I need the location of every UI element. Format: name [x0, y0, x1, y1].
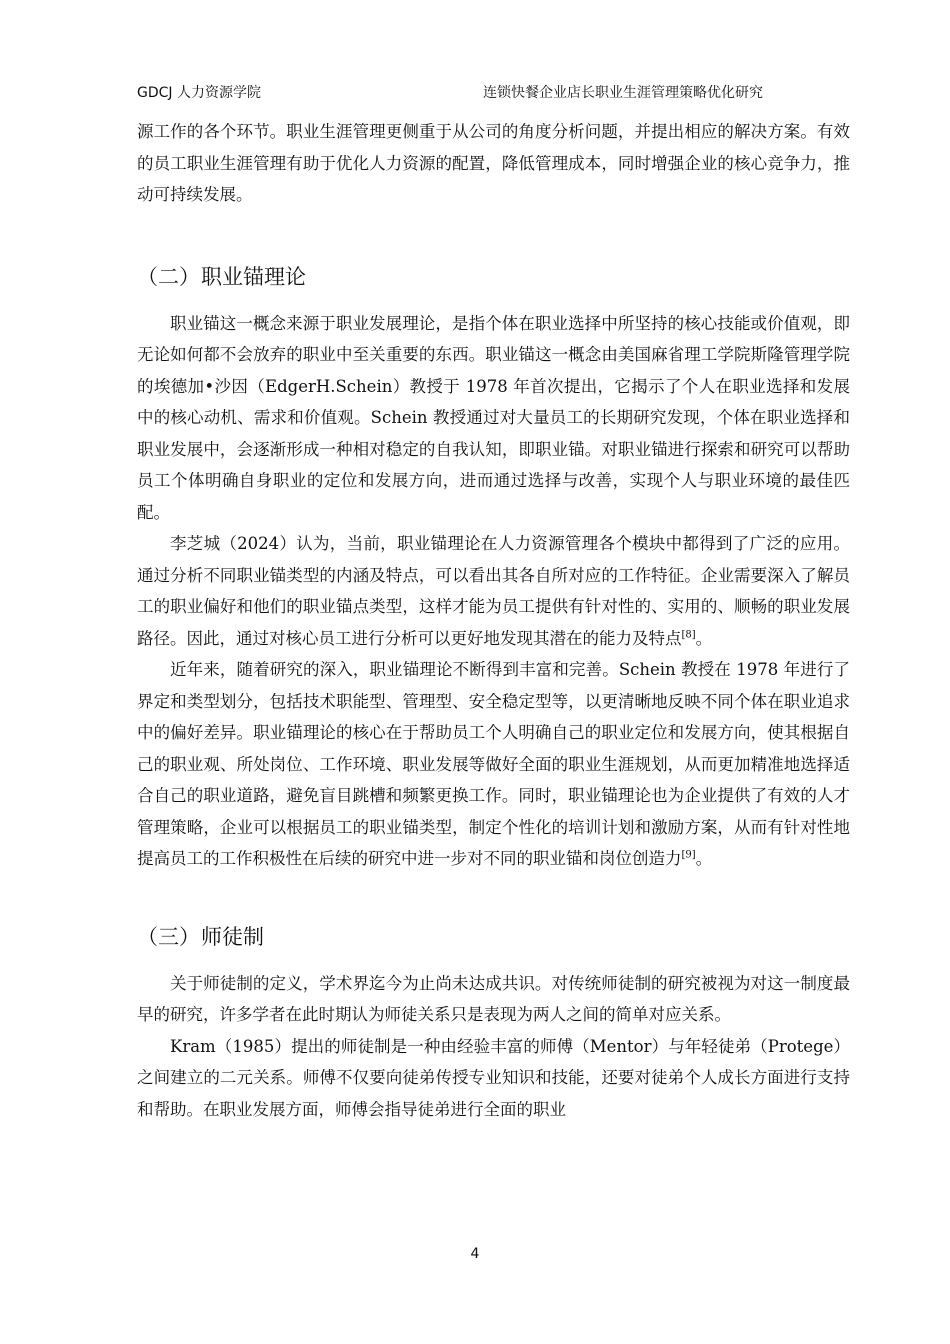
section-title: 职业锚理论 — [201, 264, 306, 289]
paragraph-end: 。 — [695, 628, 713, 648]
page-number: 4 — [470, 1246, 480, 1262]
section-number: （三） — [137, 924, 200, 949]
citation-ref: [8] — [681, 629, 696, 640]
paragraph: 关于师徒制的定义，学术界迄今为止尚未达成共识。对传统师徒制的研究被视为对这一制度最早的研究，许多学者在此时期认为师徒关系只是表现为两人之间的简单对应关系。 — [137, 973, 850, 1024]
paragraph: 职业锚这一概念来源于职业发展理论，是指个体在职业选择中所坚持的核心技能或价值观，即无论如何都不会放弃的职业中至关重要的东西。职业锚这一概念由美国麻省理工学院斯隆管理学院的埃德加•沙因（EdgerH.Schein）教授于 1978 年首次提出，它揭示了个人在职业选择和发展中的核心动机、需求和价值观。Schein 教授通过对大量员工的长期研究发现，个体在职业选择和职业发展中，会逐渐形成一种相对稳定的自我认知，即职业锚。对职业锚进行探索和研究可以帮助员工个体明确自身职业的定位和发展方向，进而通过选择与改善，实现个人与职业环境的最佳匹配。 — [137, 313, 850, 522]
section-title: 师徒制 — [201, 924, 264, 949]
paragraph: Kram（1985）提出的师徒制是一种由经验丰富的师傅（Mentor）与年轻徒弟（Protege）之间建立的二元关系。师傅不仅要向徒弟传授专业知识和技能，还要对徒弟个人成长方面进行支持和帮助。在职业发展方面，师傅会指导徒弟进行全面的职业 — [137, 1036, 850, 1119]
page-body — [137, 116, 850, 1125]
citation-ref: [9] — [681, 849, 696, 861]
running-header-title: 连锁快餐企业店长职业生涯管理策略优化研究 — [483, 85, 763, 101]
paragraph — [137, 654, 850, 875]
paragraph — [137, 528, 850, 654]
paragraph-end: 。 — [695, 849, 713, 868]
paragraph-text: 李芝城（2024）认为，当前，职业锚理论在人力资源管理各个模块中都得到了广泛的应用。通过分析不同职业锚类型的内涵及特点，可以看出其各自所对应的工作特征。企业需要深入了解员工的职业偏好和他们的职业锚点类型，这样才能为员工提供有针对性的、实用的、顺畅的职业发展路径。因此，通过对核心员工进行分析可以更好地发现其潜在的能力及特点 — [137, 534, 850, 648]
section-heading-career-anchor — [137, 262, 850, 292]
intro-paragraph: 源工作的各个环节。职业生涯管理更侧重于从公司的角度分析问题，并提出相应的解决方案。有效的员工职业生涯管理有助于优化人力资源的配置，降低管理成本，同时增强企业的核心竞争力，推动可持续发展。 — [137, 122, 850, 204]
running-header-institution: GDCJ 人力资源学院 — [137, 85, 261, 101]
paragraph-text: 近年来，随着研究的深入，职业锚理论不断得到丰富和完善。Schein 教授在 1978 年进行了界定和类型划分，包括技术职能型、管理型、安全稳定型等，以更清晰地反映不同个体在职业追求中的偏好差异。职业锚理论的核心在于帮助员工个人明确自己的职业定位和发展方向，使其根据自己的职业观、所处岗位、工作环境、职业发展等做好全面的职业生涯规划，从而更加精准地选择适合自己的职业道路，避免盲目跳槽和频繁更换工作。同时，职业锚理论也为企业提供了有效的人才管理策略，企业可以根据员工的职业锚类型，制定个性化的培训计划和激励方案，从而有针对性地提高员工的工作积极性在后续的研究中进一步对不同的职业锚和岗位创造力 — [137, 660, 850, 868]
section-heading-mentorship — [137, 922, 850, 952]
section-number: （二） — [137, 264, 200, 289]
